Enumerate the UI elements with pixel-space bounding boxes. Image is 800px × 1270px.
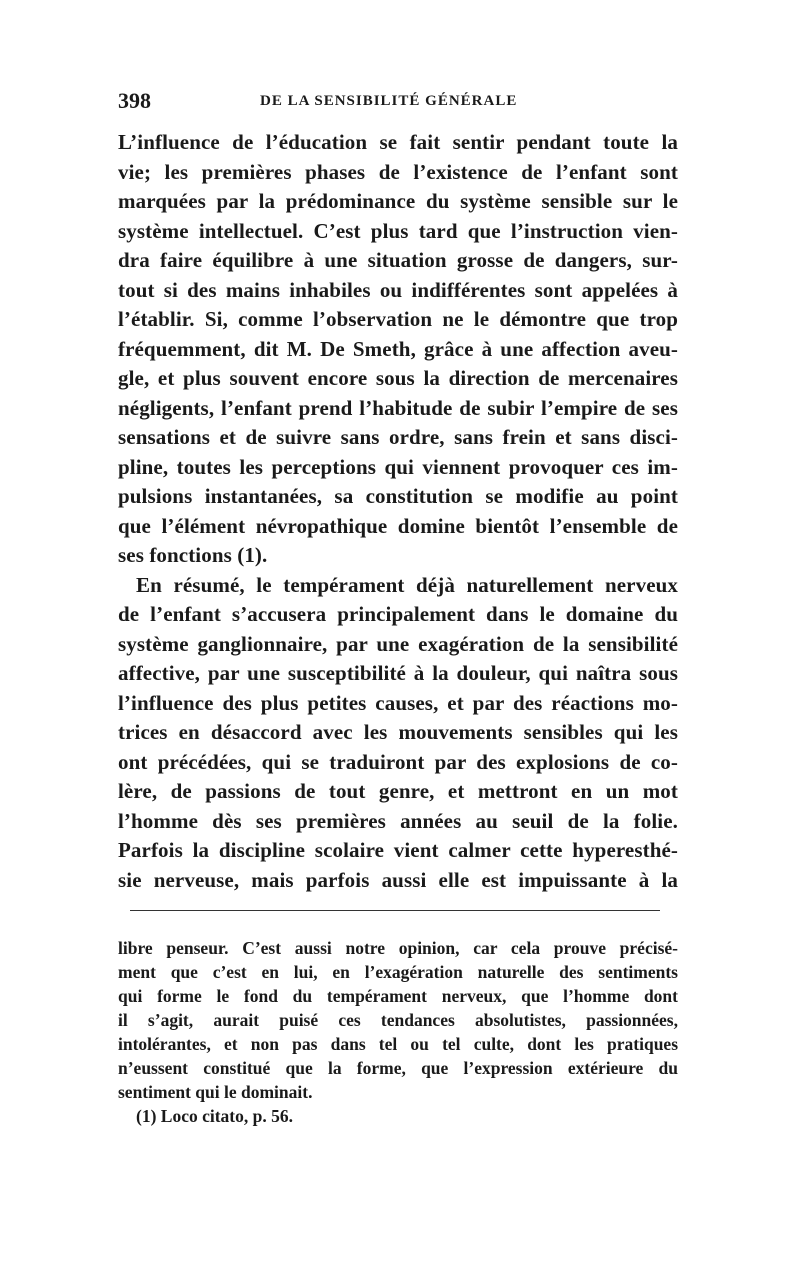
- footnote-line: qui forme le fond du tempérament nerveux, que l’homme dont: [118, 986, 678, 1006]
- text-line: tout si des mains inhabiles ou indifférentes sont appelées à: [118, 277, 678, 302]
- page-number: 398: [118, 88, 151, 113]
- text-line: système intellectuel. C’est plus tard que l’instruction vien-: [118, 218, 678, 243]
- text-line: En résumé, le tempérament déjà naturellement nerveux: [136, 572, 678, 597]
- text-line: ont précédées, qui se traduiront par des explosions de co-: [118, 749, 678, 774]
- text-line: l’influence des plus petites causes, et par des réactions mo-: [118, 690, 678, 715]
- text-line: L’influence de l’éducation se fait sentir pendant toute la: [118, 130, 678, 154]
- text-line: pline, toutes les perceptions qui viennent provoquer ces im-: [118, 454, 678, 479]
- text-line: sie nerveuse, mais parfois aussi elle est impuissante à la: [118, 867, 678, 892]
- text-line: sensations et de suivre sans ordre, sans frein et sans disci-: [118, 425, 678, 449]
- text-line: dra faire équilibre à une situation grosse de dangers, sur-: [118, 248, 678, 272]
- footnote-line: il s’agit, aurait puisé ces tendances absolutistes, passionnées,: [118, 1010, 678, 1030]
- text-line: vie; les premières phases de l’existence de l’enfant sont: [118, 159, 678, 184]
- text-line: pulsions instantanées, sa constitution se modifie au point: [118, 484, 678, 508]
- text-line: de l’enfant s’accusera principalement dans le domaine du: [118, 602, 678, 626]
- text-line: ses fonctions (1).: [118, 543, 268, 567]
- text-line: lère, de passions de tout genre, et mettront en un mot: [118, 779, 678, 803]
- text-line: l’établir. Si, comme l’observation ne le démontre que trop: [118, 307, 678, 331]
- text-line: négligents, l’enfant prend l’habitude de subir l’empire de ses: [118, 395, 678, 420]
- text-line: gle, et plus souvent encore sous la direction de mercenaires: [118, 366, 678, 390]
- footnote-reference: (1) Loco citato, p. 56.: [136, 1106, 293, 1126]
- running-head: DE LA SENSIBILITÉ GÉNÉRALE: [260, 93, 518, 109]
- footnote: [118, 936, 678, 1128]
- text-line: affective, par une susceptibilité à la douleur, qui naîtra sous: [118, 661, 678, 685]
- text-line: trices en désaccord avec les mouvements sensibles qui les: [118, 720, 678, 744]
- footnote-line: n’eussent constitué que la forme, que l’expression extérieure du: [118, 1058, 678, 1078]
- footnote-divider: [130, 910, 660, 911]
- footnote-line: ment que c’est en lui, en l’exagération naturelle des sentiments: [118, 962, 678, 982]
- text-line: marquées par la prédominance du système sensible sur le: [118, 189, 678, 213]
- text-line: système ganglionnaire, par une exagération de la sensibilité: [118, 631, 678, 656]
- footnote-line: sentiment qui le dominait.: [118, 1082, 313, 1102]
- page-header: [118, 88, 678, 118]
- text-line: Parfois la discipline scolaire vient calmer cette hyperesthé-: [118, 838, 678, 862]
- body-text: [118, 128, 678, 895]
- text-line: que l’élément névropathique domine bientôt l’ensemble de: [118, 513, 678, 538]
- text-line: fréquemment, dit M. De Smeth, grâce à une affection aveu-: [118, 336, 678, 361]
- footnote-line: libre penseur. C’est aussi notre opinion, car cela prouve précisé-: [118, 938, 678, 958]
- text-line: l’homme dès ses premières années au seuil de la folie.: [118, 808, 678, 833]
- footnote-line: intolérantes, et non pas dans tel ou tel culte, dont les pratiques: [118, 1034, 678, 1054]
